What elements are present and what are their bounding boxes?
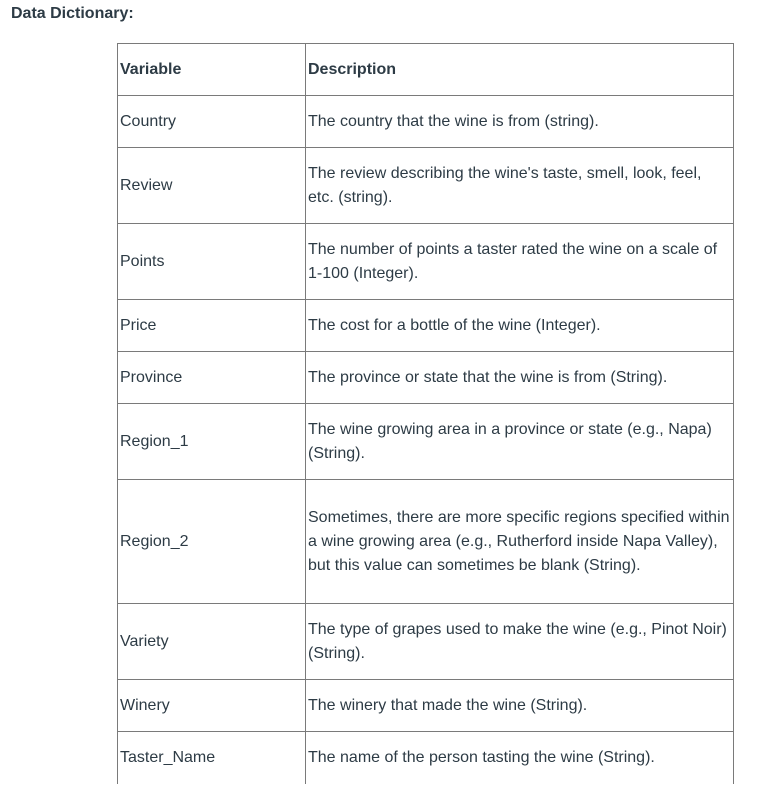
page-title: Data Dictionary: xyxy=(11,5,134,22)
table-row xyxy=(118,680,734,732)
table-row xyxy=(118,300,734,352)
description-cell: The winery that made the wine (String). xyxy=(306,680,734,732)
table-row xyxy=(118,352,734,404)
variable-cell: Review xyxy=(118,148,306,224)
variable-cell: Taster_Name xyxy=(118,732,306,785)
description-cell: The province or state that the wine is from (String). xyxy=(306,352,734,404)
variable-cell: Price xyxy=(118,300,306,352)
table-row xyxy=(118,224,734,300)
data-dictionary-table xyxy=(117,43,734,784)
description-cell: The type of grapes used to make the wine (e.g., Pinot Noir) (String). xyxy=(306,604,734,680)
table-row xyxy=(118,148,734,224)
description-cell: The number of points a taster rated the wine on a scale of 1-100 (Integer). xyxy=(306,224,734,300)
description-cell: The country that the wine is from (string). xyxy=(306,96,734,148)
variable-cell: Country xyxy=(118,96,306,148)
variable-cell: Region_2 xyxy=(118,480,306,604)
description-cell: The review describing the wine's taste, smell, look, feel, etc. (string). xyxy=(306,148,734,224)
table-row xyxy=(118,480,734,604)
table-header-row xyxy=(118,44,734,96)
variable-cell: Province xyxy=(118,352,306,404)
variable-cell: Winery xyxy=(118,680,306,732)
variable-cell: Region_1 xyxy=(118,404,306,480)
description-cell: Sometimes, there are more specific regions specified within a wine growing area (e.g., Rutherford inside Napa Valley), but this value can sometimes be blank (String). xyxy=(306,480,734,604)
table-row xyxy=(118,404,734,480)
description-cell: The wine growing area in a province or state (e.g., Napa) (String). xyxy=(306,404,734,480)
variable-cell: Variety xyxy=(118,604,306,680)
variable-cell: Points xyxy=(118,224,306,300)
table-row xyxy=(118,732,734,785)
table-row xyxy=(118,604,734,680)
column-header-variable: Variable xyxy=(118,44,306,96)
description-cell: The name of the person tasting the wine (String). xyxy=(306,732,734,785)
table-row xyxy=(118,96,734,148)
description-cell: The cost for a bottle of the wine (Integer). xyxy=(306,300,734,352)
column-header-description: Description xyxy=(306,44,734,96)
